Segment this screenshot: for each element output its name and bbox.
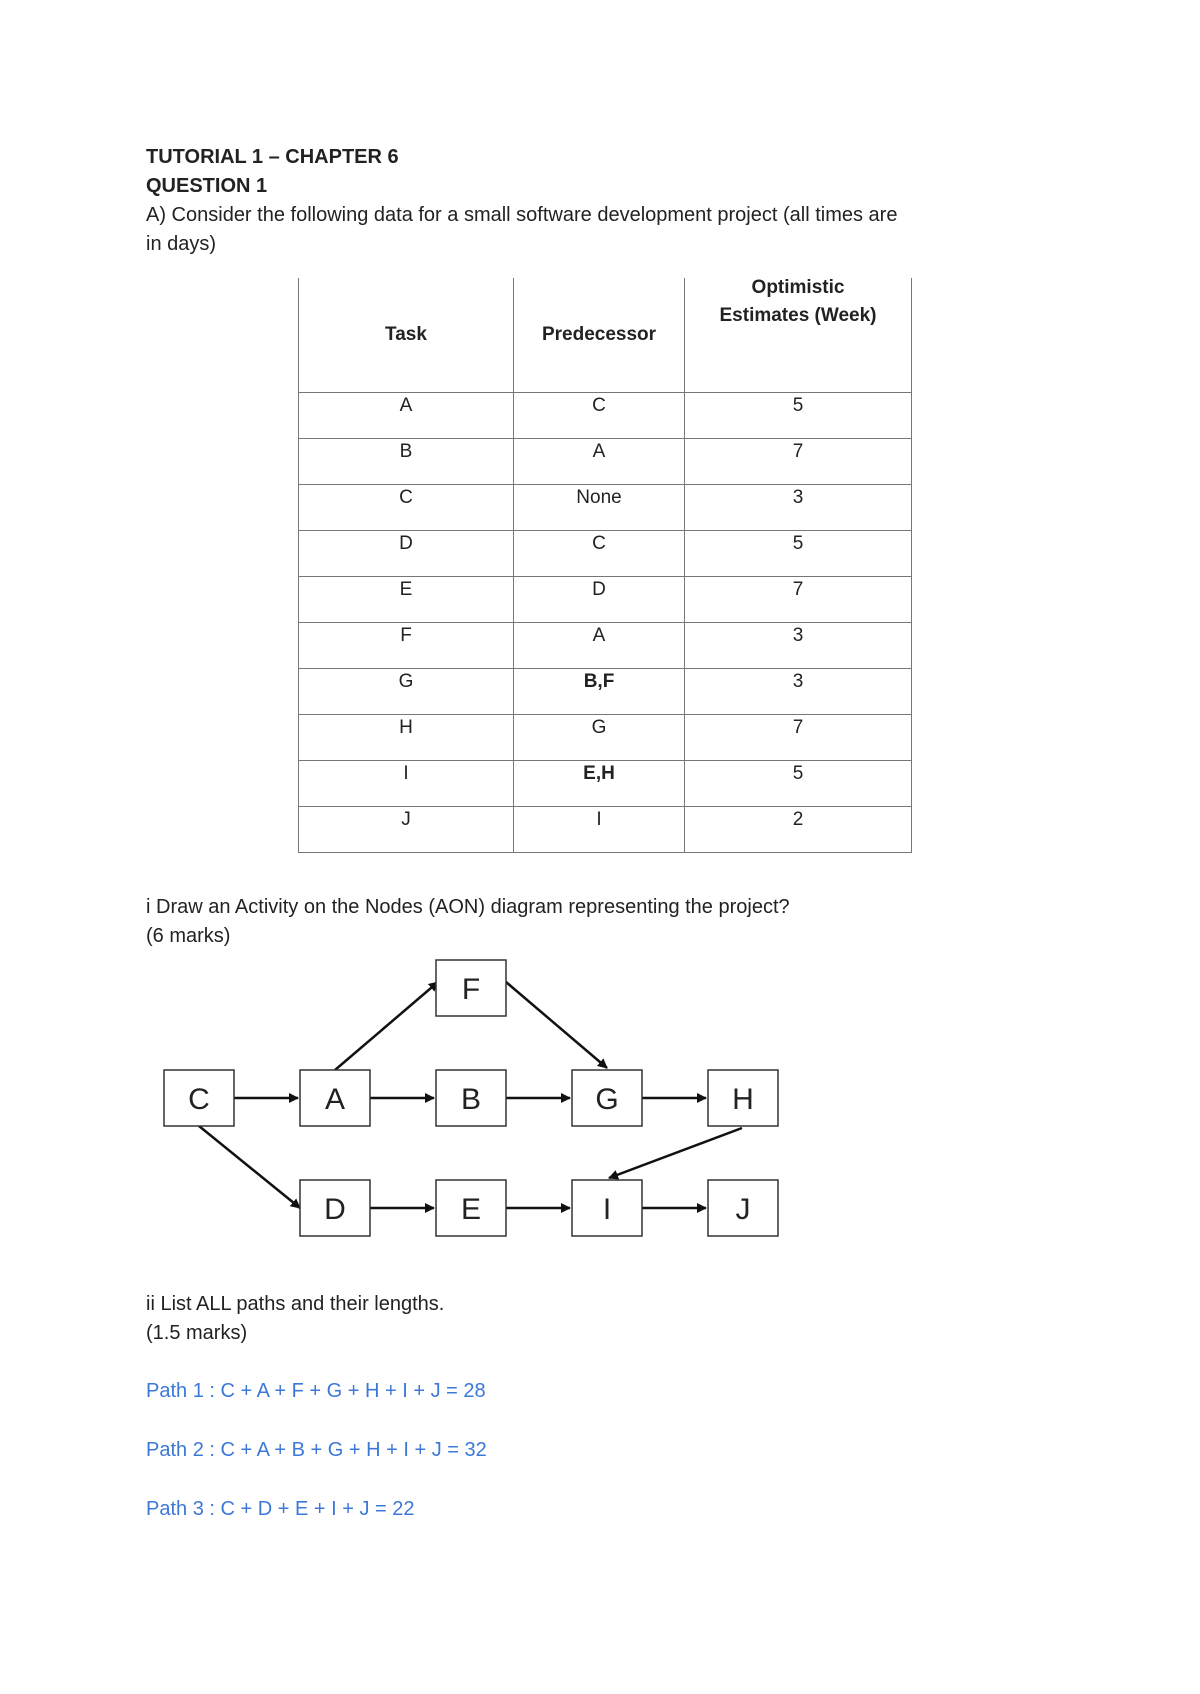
cell-predecessor: G	[514, 715, 685, 761]
cell-estimate: 7	[685, 439, 912, 485]
node-d	[300, 1180, 370, 1236]
node-a	[300, 1070, 370, 1126]
node-label: A	[324, 1083, 346, 1116]
cell-predecessor: None	[514, 485, 685, 531]
table-row	[299, 531, 912, 577]
cell-task: D	[299, 531, 514, 577]
edge-f-to-g	[506, 982, 607, 1068]
cell-estimate: 7	[685, 577, 912, 623]
edge-a-to-f	[335, 982, 438, 1070]
cell-task: J	[299, 807, 514, 853]
part-i-marks: (6 marks)	[146, 925, 231, 947]
table-row	[299, 623, 912, 669]
cell-task: B	[299, 439, 514, 485]
node-i	[572, 1180, 642, 1236]
header-predecessor: Predecessor	[514, 278, 685, 393]
header-estimates-line-1: Optimistic	[751, 277, 845, 298]
edge-h-to-i	[609, 1128, 742, 1178]
cell-estimate: 2	[685, 807, 912, 853]
cell-estimate: 5	[685, 393, 912, 439]
header-estimates-line-2: Estimates (Week)	[719, 305, 877, 326]
cell-task: H	[299, 715, 514, 761]
node-label: G	[595, 1083, 619, 1116]
path-1-answer: Path 1 : C + A + F + G + H + I + J = 28	[146, 1380, 486, 1402]
cell-predecessor: A	[514, 623, 685, 669]
header-task: Task	[299, 278, 514, 393]
path-3-answer: Path 3 : C + D + E + I + J = 22	[146, 1498, 415, 1520]
part-ii-marks: (1.5 marks)	[146, 1322, 248, 1344]
cell-estimate: 3	[685, 623, 912, 669]
node-label: D	[324, 1193, 346, 1226]
task-estimates-table	[298, 278, 912, 853]
cell-task: C	[299, 485, 514, 531]
cell-task: F	[299, 623, 514, 669]
node-h	[708, 1070, 778, 1126]
cell-predecessor: D	[514, 577, 685, 623]
cell-task: E	[299, 577, 514, 623]
table-row	[299, 807, 912, 853]
part-i-prompt: i Draw an Activity on the Nodes (AON) diagram representing the project?	[146, 896, 790, 918]
node-label: H	[732, 1083, 754, 1116]
node-label: B	[460, 1083, 482, 1116]
cell-predecessor: E,H	[514, 761, 685, 807]
cell-estimate: 7	[685, 715, 912, 761]
header-estimates	[685, 278, 912, 393]
node-g	[572, 1070, 642, 1126]
table-row	[299, 577, 912, 623]
cell-task: A	[299, 393, 514, 439]
cell-predecessor: I	[514, 807, 685, 853]
cell-estimate: 3	[685, 669, 912, 715]
table-row	[299, 439, 912, 485]
node-label: F	[461, 973, 481, 1006]
node-c	[164, 1070, 234, 1126]
node-label: I	[602, 1193, 612, 1226]
tutorial-title: TUTORIAL 1 – CHAPTER 6	[146, 146, 399, 168]
cell-task: G	[299, 669, 514, 715]
node-label: J	[735, 1193, 751, 1226]
node-b	[436, 1070, 506, 1126]
cell-task: I	[299, 761, 514, 807]
cell-predecessor: C	[514, 393, 685, 439]
cell-estimate: 5	[685, 761, 912, 807]
node-label: C	[188, 1083, 210, 1116]
path-2-answer: Path 2 : C + A + B + G + H + I + J = 32	[146, 1439, 487, 1461]
question-heading: QUESTION 1	[146, 175, 268, 197]
edge-c-to-d	[199, 1126, 300, 1208]
node-j	[708, 1180, 778, 1236]
part-ii-prompt: ii List ALL paths and their lengths.	[146, 1293, 445, 1315]
table-row	[299, 715, 912, 761]
table-row	[299, 393, 912, 439]
table-row	[299, 761, 912, 807]
cell-predecessor: C	[514, 531, 685, 577]
aon-diagram	[0, 940, 820, 1260]
table-header-row	[299, 278, 912, 393]
cell-estimate: 3	[685, 485, 912, 531]
node-f	[436, 960, 506, 1016]
cell-predecessor: A	[514, 439, 685, 485]
node-label: E	[460, 1193, 482, 1226]
node-e	[436, 1180, 506, 1236]
table-row	[299, 669, 912, 715]
cell-predecessor: B,F	[514, 669, 685, 715]
intro-text-line-2: in days)	[146, 233, 217, 255]
table-row	[299, 485, 912, 531]
intro-text-line-1: A) Consider the following data for a small software development project (all times are	[146, 204, 898, 226]
cell-estimate: 5	[685, 531, 912, 577]
